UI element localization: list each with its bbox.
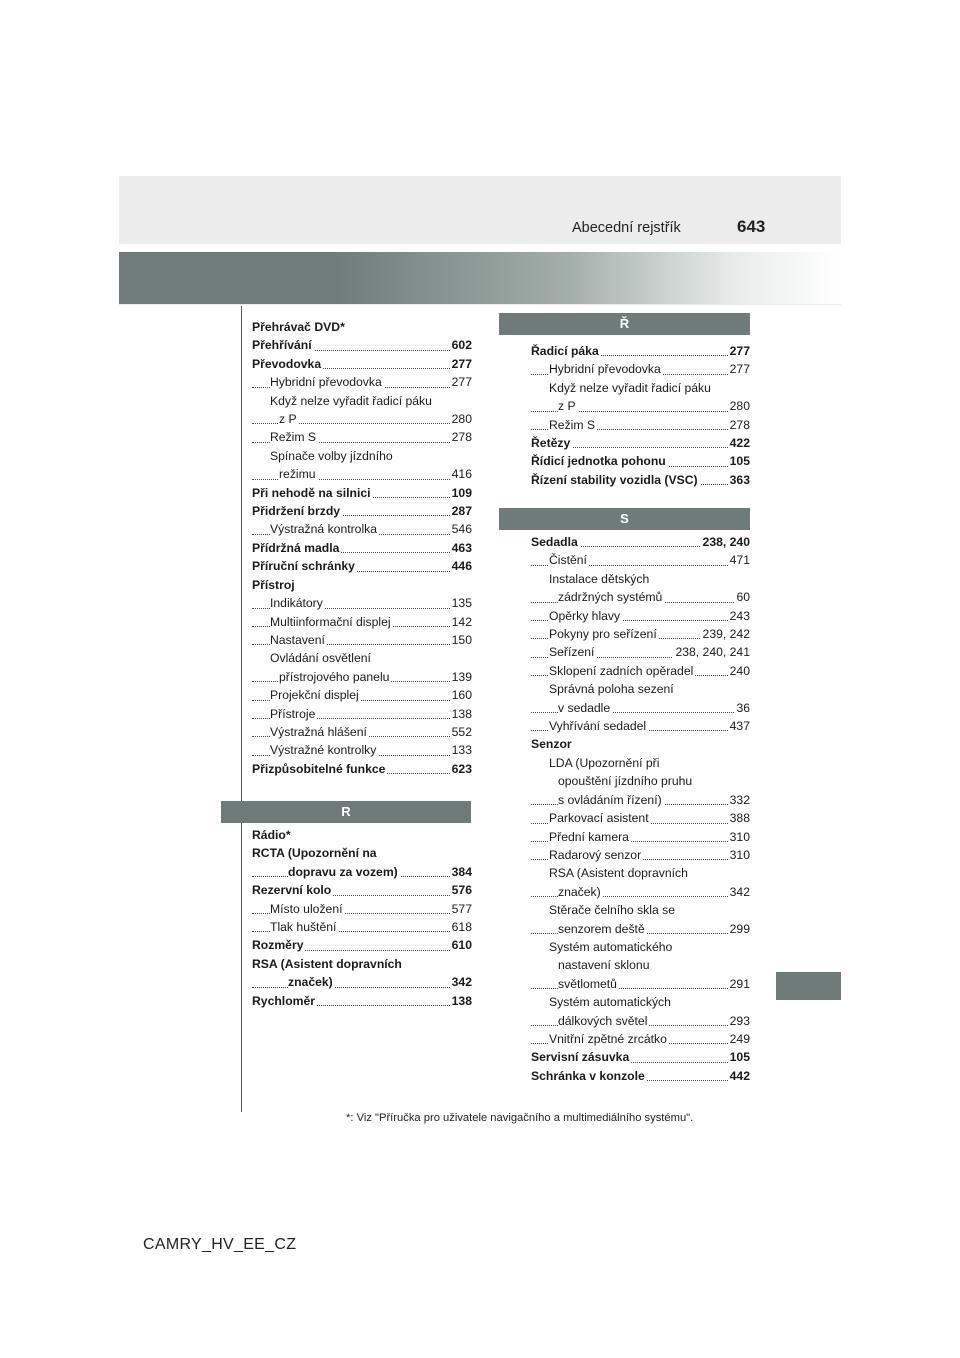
index-entry (252, 863, 472, 881)
index-list-s (531, 533, 750, 1085)
index-entry (252, 992, 472, 1010)
index-entry-term: Tlak huštění (270, 920, 337, 935)
index-entry (531, 864, 750, 882)
index-entry (252, 318, 472, 336)
index-entry-page: 618 (450, 918, 472, 936)
index-entry-term: Vyhřívání sedadel (549, 719, 647, 734)
index-entry (252, 557, 472, 575)
index-entry (531, 588, 750, 606)
index-entry-term: Přístroje (270, 706, 316, 721)
index-entry-term: Stěrače čelního skla se (549, 903, 676, 918)
index-entry (531, 452, 750, 470)
index-entry-term: značek) (558, 884, 601, 899)
index-entry (252, 447, 472, 465)
index-entry (531, 1012, 750, 1030)
index-entry-page: 332 (728, 791, 750, 809)
index-entry (531, 975, 750, 993)
index-entry (531, 680, 750, 698)
index-entry-term: RSA (Asistent dopravních (252, 956, 402, 971)
index-entry (252, 723, 472, 741)
document-id: CAMRY_HV_EE_CZ (143, 1236, 297, 1253)
index-entry-page: 384 (450, 863, 472, 881)
index-entry (531, 1048, 750, 1066)
index-entry (252, 502, 472, 520)
index-entry-page: 416 (450, 465, 472, 483)
index-entry (252, 410, 472, 428)
index-entry-term: Senzor (531, 737, 572, 752)
index-entry-term: Servisní zásuvka (531, 1050, 630, 1065)
index-entry-page: 342 (450, 973, 472, 991)
index-entry-term: Systém automatických (549, 995, 671, 1010)
index-entry (531, 625, 750, 643)
index-entry (531, 533, 750, 551)
index-entry-term: Režim S (549, 417, 596, 432)
index-entry-term: Řídicí jednotka pohonu (531, 454, 666, 469)
header-divider (119, 304, 841, 305)
index-entry (252, 668, 472, 686)
index-entry-page: 142 (450, 613, 472, 631)
index-entry-term: Radarový senzor (549, 847, 642, 862)
index-entry (252, 649, 472, 667)
index-entry-page: 105 (728, 1048, 750, 1066)
index-entry (252, 826, 472, 844)
index-entry (531, 662, 750, 680)
index-list-r-caron (531, 342, 750, 489)
index-entry (531, 735, 750, 753)
index-entry-page: 138 (450, 705, 472, 723)
index-entry-page: 240 (728, 662, 750, 680)
index-entry-page: 150 (450, 631, 472, 649)
index-entry-page: 138 (450, 992, 472, 1010)
index-entry-page: 277 (450, 373, 472, 391)
index-entry-term: značek) (288, 975, 333, 990)
index-entry (531, 699, 750, 717)
index-entry (531, 938, 750, 956)
index-entry-term: Přehřívání (252, 338, 312, 353)
index-entry-page: 287 (450, 502, 472, 520)
header-gradient-bar (119, 252, 841, 304)
index-entry (252, 686, 472, 704)
index-entry-term: Řízení stability vozidla (VSC) (531, 472, 698, 487)
index-entry-term: Sklopení zadních opěradel (549, 663, 694, 678)
index-entry (531, 570, 750, 588)
index-entry-term: světlometů (558, 976, 617, 991)
index-entry-term: dopravu za vozem) (288, 864, 398, 879)
index-entry (531, 342, 750, 360)
index-entry (252, 392, 472, 410)
index-entry-term: Seřízení (549, 645, 595, 660)
header-band (119, 176, 841, 244)
index-entry-term: RSA (Asistent dopravních (549, 866, 688, 881)
index-entry-page: 442 (728, 1067, 750, 1085)
index-entry (252, 918, 472, 936)
index-entry-term: přístrojového panelu (279, 669, 390, 684)
index-entry-page: 577 (450, 900, 472, 918)
index-entry (252, 594, 472, 612)
index-entry-page: 238, 240, 241 (673, 643, 750, 661)
index-entry-term: Přidržení brzdy (252, 504, 341, 519)
index-entry-term: Projekční displej (270, 688, 359, 703)
index-entry (531, 846, 750, 864)
index-entry-page: 291 (728, 975, 750, 993)
index-entry (531, 993, 750, 1011)
index-entry-term: Schránka v konzole (531, 1068, 645, 1083)
footnote: *: Viz "Příručka pro uživatele navigačního a multimediálního systému". (346, 1112, 694, 1124)
index-entry-page: 280 (728, 397, 750, 415)
index-entry (252, 705, 472, 723)
index-entry (252, 936, 472, 954)
index-entry-term: Když nelze vyřadit řadicí páku (549, 380, 711, 395)
index-entry-page: 602 (450, 336, 472, 354)
index-entry-term: Hybridní převodovka (549, 362, 661, 377)
section-header-s: S (499, 508, 750, 530)
index-entry-term: Správná poloha sezení (549, 682, 674, 697)
index-entry-page: 576 (450, 881, 472, 899)
index-entry-term: Převodovka (252, 356, 322, 371)
index-entry-page: 135 (450, 594, 472, 612)
index-entry (252, 539, 472, 557)
index-entry-term: zádržných systémů (558, 590, 663, 605)
index-entry-term: v sedadle (558, 700, 611, 715)
index-entry-term: Instalace dětských (549, 571, 650, 586)
index-entry-term: s ovládáním řízení) (558, 792, 662, 807)
index-entry-term: Výstražná hlášení (270, 724, 367, 739)
index-entry-term: dálkových světel (558, 1013, 648, 1028)
index-entry-term: Když nelze vyřadit řadicí páku (270, 393, 432, 408)
index-entry (531, 607, 750, 625)
index-entry (531, 717, 750, 735)
index-entry (252, 973, 472, 991)
index-entry-page: 277 (728, 342, 750, 360)
index-entry-term: Rozměry (252, 938, 304, 953)
index-entry-term: Přídržná madla (252, 540, 340, 555)
index-entry-term: Místo uložení (270, 901, 343, 916)
index-entry (252, 465, 472, 483)
index-entry-term: Nastavení (270, 632, 325, 647)
index-entry-page: 437 (728, 717, 750, 735)
index-entry-term: Přístroj (252, 577, 295, 592)
index-entry-term: opouštění jízdního pruhu (558, 774, 693, 789)
index-entry (252, 881, 472, 899)
index-entry (531, 1067, 750, 1085)
index-entry (531, 471, 750, 489)
index-entry-page: 60 (734, 588, 750, 606)
index-entry-page: 610 (450, 936, 472, 954)
index-entry-page: 105 (728, 452, 750, 470)
index-entry (531, 1030, 750, 1048)
index-entry-term: Rychloměr (252, 993, 315, 1008)
index-entry (531, 416, 750, 434)
index-entry-term: Spínače volby jízdního (270, 448, 393, 463)
index-entry-term: Indikátory (270, 596, 323, 611)
index-entry (252, 760, 472, 778)
index-entry-page: 239, 242 (701, 625, 750, 643)
index-entry-page: 36 (734, 699, 750, 717)
index-entry (531, 397, 750, 415)
index-entry-page: 310 (728, 828, 750, 846)
index-entry-page: 546 (450, 520, 472, 538)
index-entry (531, 551, 750, 569)
index-entry-page: 277 (728, 360, 750, 378)
index-entry-term: Ovládání osvětlení (270, 651, 371, 666)
index-entry-term: Přizpůsobitelné funkce (252, 761, 386, 776)
index-entry-term: RCTA (Upozornění na (252, 846, 377, 861)
index-entry (531, 791, 750, 809)
index-entry-term: z P (558, 399, 576, 414)
index-entry (252, 520, 472, 538)
index-entry (531, 883, 750, 901)
page-number: 643 (737, 217, 766, 236)
index-entry-term: Čistění (549, 553, 587, 568)
index-entry-page: 249 (728, 1030, 750, 1048)
index-entry (252, 844, 472, 862)
index-entry-term: Přehrávač DVD* (252, 320, 345, 334)
index-entry-page: 139 (450, 668, 472, 686)
index-entry (252, 741, 472, 759)
index-entry-page: 243 (728, 607, 750, 625)
index-entry (531, 360, 750, 378)
index-entry (252, 484, 472, 502)
index-entry (531, 828, 750, 846)
index-entry-term: Parkovací asistent (549, 811, 649, 826)
index-entry-page: 446 (450, 557, 472, 575)
index-entry-term: Multiinformační displej (270, 614, 391, 629)
index-entry-page: 280 (450, 410, 472, 428)
index-entry-page: 109 (450, 484, 472, 502)
index-entry-term: Systém automatického (549, 939, 673, 954)
page-title: Abecední rejstřík (572, 220, 681, 236)
index-entry-page: 388 (728, 809, 750, 827)
index-entry (531, 643, 750, 661)
index-entry-term: Přední kamera (549, 829, 629, 844)
index-entry-page: 238, 240 (701, 533, 750, 551)
index-entry-term: Rádio* (252, 828, 291, 842)
index-entry-page: 463 (450, 539, 472, 557)
section-header-r: R (221, 801, 471, 823)
index-entry (531, 754, 750, 772)
index-entry (531, 901, 750, 919)
index-entry-term: LDA (Upozornění při (549, 755, 660, 770)
chapter-thumb-tab (776, 972, 841, 1000)
index-entry-page: 623 (450, 760, 472, 778)
index-entry (252, 613, 472, 631)
index-entry-term: Vnitřní zpětné zrcátko (549, 1031, 667, 1046)
index-entry-page: 278 (450, 428, 472, 446)
index-entry-term: Sedadla (531, 535, 578, 549)
index-entry-page: 552 (450, 723, 472, 741)
index-entry (252, 576, 472, 594)
index-entry-term: Příruční schránky (252, 559, 355, 574)
index-entry-page: 293 (728, 1012, 750, 1030)
index-entry (531, 772, 750, 790)
index-entry (252, 355, 472, 373)
index-entry (252, 631, 472, 649)
index-entry (252, 428, 472, 446)
index-entry-term: Pokyny pro seřízení (549, 627, 657, 642)
section-header-r-caron: Ř (499, 313, 750, 335)
index-entry-page: 277 (450, 355, 472, 373)
index-list-r (252, 826, 472, 1010)
index-entry (531, 809, 750, 827)
index-entry-term: Řetězy (531, 436, 571, 451)
index-entry-term: Při nehodě na silnici (252, 485, 371, 500)
index-column-left (252, 318, 472, 778)
index-entry-term: Režim S (270, 430, 317, 445)
index-entry-term: senzorem deště (558, 921, 645, 936)
index-entry-page: 363 (728, 471, 750, 489)
dot-leader (252, 987, 472, 988)
index-entry-page: 471 (728, 551, 750, 569)
index-entry-term: Rezervní kolo (252, 883, 332, 898)
index-entry-page: 133 (450, 741, 472, 759)
index-entry-page: 342 (728, 883, 750, 901)
index-entry-term: režimu (279, 467, 316, 482)
index-entry-page: 299 (728, 920, 750, 938)
index-entry (252, 900, 472, 918)
index-entry-term: Hybridní převodovka (270, 375, 382, 390)
index-entry-term: Výstražné kontrolky (270, 743, 377, 758)
index-entry-term: Výstražná kontrolka (270, 522, 378, 537)
index-entry-term: Opěrky hlavy (549, 608, 621, 623)
index-entry (531, 434, 750, 452)
index-entry-term: Řadicí páka (531, 344, 599, 358)
index-entry-page: 278 (728, 416, 750, 434)
index-entry-page: 422 (728, 434, 750, 452)
index-entry (252, 955, 472, 973)
index-entry-term: nastavení sklonu (558, 958, 650, 973)
index-entry (531, 956, 750, 974)
index-entry (531, 379, 750, 397)
index-entry (252, 373, 472, 391)
left-margin-rule (241, 306, 242, 1112)
index-entry-page: 160 (450, 686, 472, 704)
index-entry-page: 310 (728, 846, 750, 864)
index-entry (531, 920, 750, 938)
index-entry (252, 336, 472, 354)
index-entry-term: z P (279, 412, 297, 427)
